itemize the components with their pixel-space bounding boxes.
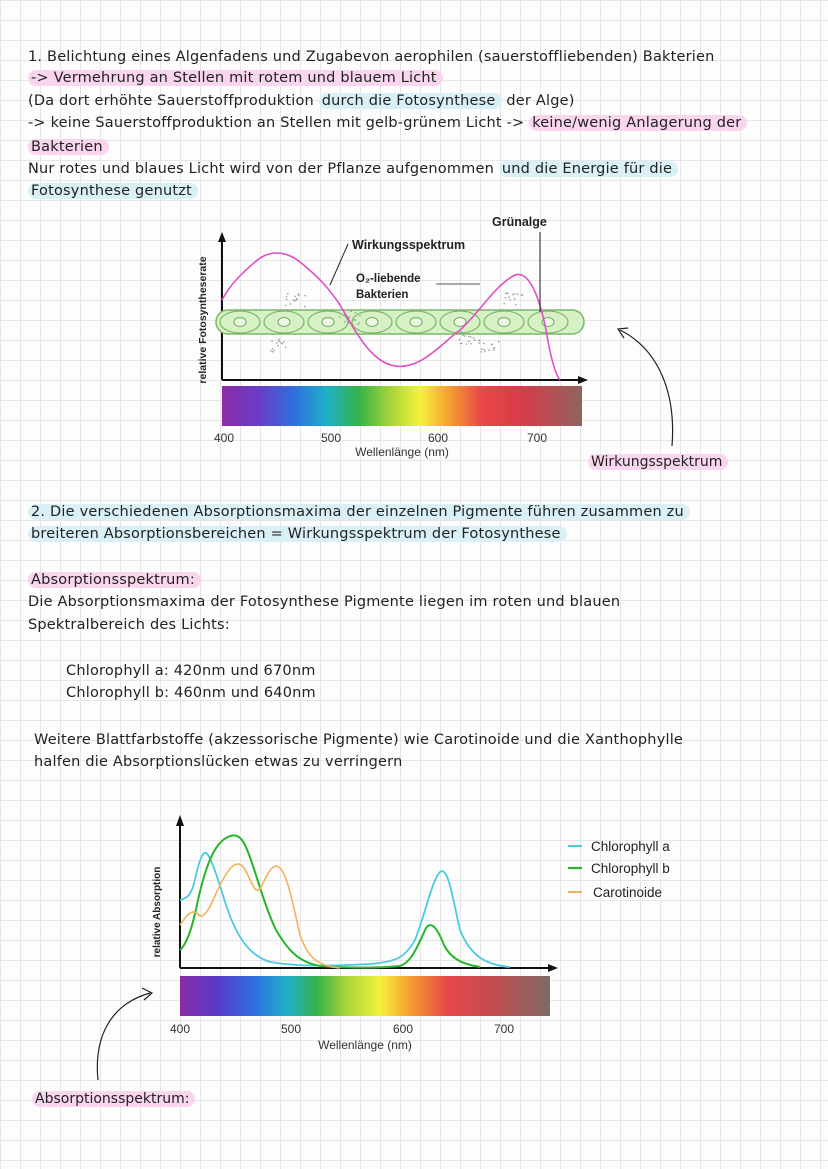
bacterium-dot [503,303,505,305]
bacterium-dot [359,322,361,324]
bacterium-dot [350,311,352,313]
bacterium-dot [483,349,485,351]
bacterium-dot [461,343,463,345]
bacterium-dot [460,331,462,333]
bacterium-dot [279,341,281,343]
bacterium-dot [353,319,355,321]
bacterium-dot [459,339,461,341]
callout-arrow [97,993,150,1080]
bacterium-dot [280,342,282,344]
callout-label [588,453,728,471]
bacterium-dot [462,334,464,336]
bacterium-dot [480,351,482,353]
algae-nucleus [366,318,378,327]
bacterium-dot [514,298,516,300]
text-line: Weitere Blattfarbstoffe (akzessorische Pigmente) wie Carotinoide und die Xanthophylle [34,732,684,748]
bacterium-dot [521,294,523,296]
bacterium-dot [294,295,296,297]
bacterium-dot [464,335,466,337]
tick-label: 700 [493,1022,515,1036]
tick-label: 700 [526,431,548,445]
tick-label: 500 [320,431,342,445]
label-wirkungsspektrum: Wirkungsspektrum [352,238,466,252]
bacterium-dot [508,296,510,298]
x-axis-label: Wellenlänge (nm) [355,445,449,459]
text-fragment: Nur rotes und blaues Licht wird von der Pflanze aufgenommen [28,161,495,177]
bacterium-dot [304,295,306,297]
text-line: Chlorophyll b: 460nm und 640nm [66,685,316,701]
bacterium-dot [498,341,500,343]
x-axis-arrow-icon [548,964,558,972]
bacterium-dot [509,299,511,301]
text-line: Die Absorptionsmaxima der Fotosynthese Pigmente liegen im roten und blauen [28,594,621,610]
bacterium-dot [483,343,485,345]
highlight: 2. Die verschiedenen Absorptionsmaxima der einzelnen Pigmente führen zusammen zu [28,504,690,520]
x-axis-label: Wellenlänge (nm) [318,1038,412,1052]
bacterium-dot [517,293,519,295]
bacterium-dot [271,340,273,342]
algae-nucleus [322,318,334,327]
leader-line [330,244,348,285]
text-line [28,571,201,589]
legend-item: Carotinoide [593,885,663,900]
bacterium-dot [286,296,288,298]
legend-item: Chlorophyll a [591,839,670,854]
bacterium-dot [355,312,357,314]
label-gruenalge: Grünalge [492,215,547,229]
highlight: Absorptionsspektrum: [32,1091,195,1107]
algae-nucleus [234,318,246,327]
tick-label: 500 [280,1022,302,1036]
bacterium-dot [278,338,280,340]
highlight: Wirkungsspektrum [588,454,728,470]
bacterium-dot [481,348,483,350]
bacterium-dot [293,299,295,301]
bacterium-dot [281,343,283,345]
algae-filament [216,310,584,334]
bacterium-dot [287,293,289,295]
bacterium-dot [468,335,470,337]
bacterium-dot [484,351,486,353]
text-fragment: der Alge) [506,93,575,109]
bacterium-dot [507,292,509,294]
algae-nucleus [498,318,510,327]
text-line: halfen die Absorptionslücken etwas zu verringern [34,754,403,770]
bacterium-dot [470,336,472,338]
bacterium-dot [493,349,495,351]
bacterium-dot [505,297,507,299]
bacterium-dot [296,299,298,301]
highlight: und die Energie für die [499,161,678,177]
bacterium-dot [289,303,291,305]
text-line [28,525,567,543]
callout-arrow [620,330,673,446]
bacterium-dot [344,321,346,323]
highlight: Bakterien [28,139,109,155]
text-line: Chlorophyll a: 420nm und 670nm [66,663,316,679]
bacterium-dot [512,294,514,296]
algae-nucleus [410,318,422,327]
bacterium-dot [273,350,275,352]
spectrum-bar [222,386,582,426]
highlight: breiteren Absorptionsbereichen = Wirkungsspektrum der Fotosynthese [28,526,567,542]
bacterium-dot [304,306,306,308]
text-line: Spektralbereich des Lichts: [28,617,230,633]
bacterium-dot [494,347,496,349]
tick-label: 600 [427,431,449,445]
bacterium-dot [298,294,300,296]
bacterium-dot [272,348,274,350]
y-axis-label: relative Fotosyntheserate [197,256,209,384]
bacterium-dot [359,315,361,317]
bacterium-dot [478,342,480,344]
spectrum-bar [180,976,550,1016]
bacterium-dot [470,343,472,345]
tick-label: 400 [213,431,235,445]
bacterium-dot [277,345,279,347]
highlight: keine/wenig Anlagerung der [529,115,747,131]
bacterium-dot [270,350,272,352]
x-axis-arrow-icon [578,376,588,384]
highlight: -> Vermehrung an Stellen mit rotem und blauem Licht [28,70,443,86]
bacterium-dot [357,324,359,326]
bacterium-dot [466,343,468,345]
y-axis-arrow-icon [176,815,184,826]
bacterium-dot [272,351,274,353]
bacterium-dot [505,292,507,294]
text-line: 1. Belichtung eines Algenfadens und Zugabevon aerophilen (sauerstoffliebenden) Bakterien [28,49,715,65]
bacterium-dot [283,341,285,343]
bacterium-dot [285,346,287,348]
bacterium-dot [491,344,493,346]
text-fragment: -> keine Sauerstoffproduktion an Stellen mit gelb-grünem Licht -> [28,115,525,131]
tick-label: 400 [169,1022,191,1036]
bacterium-dot [515,304,517,306]
highlight: Fotosynthese genutzt [28,183,198,199]
callout-label [32,1090,195,1108]
bacterium-dot [285,305,287,307]
y-axis-arrow-icon [218,232,226,242]
bacterium-dot [474,339,476,341]
bacterium-dot [286,298,288,300]
algae-nucleus [278,318,290,327]
bacterium-dot [276,342,278,344]
label-bakterien: O₂-liebende [356,273,421,285]
bacterium-dot [514,293,516,295]
tick-label: 600 [392,1022,414,1036]
highlight: Absorptionsspektrum: [28,572,201,588]
bacterium-dot [468,341,470,343]
bacterium-dot [355,319,357,321]
label-bakterien: Bakterien [356,289,409,301]
highlight: durch die Fotosynthese [319,93,502,109]
bacterium-dot [473,337,475,339]
legend-item: Chlorophyll b [591,861,670,876]
bacterium-dot [339,316,341,318]
y-axis-label: relative Absorption [152,866,163,958]
text-fragment: (Da dort erhöhte Sauerstoffproduktion [28,93,314,109]
text-line [28,503,690,521]
bacterium-dot [488,349,490,351]
bacterium-dot [478,340,480,342]
